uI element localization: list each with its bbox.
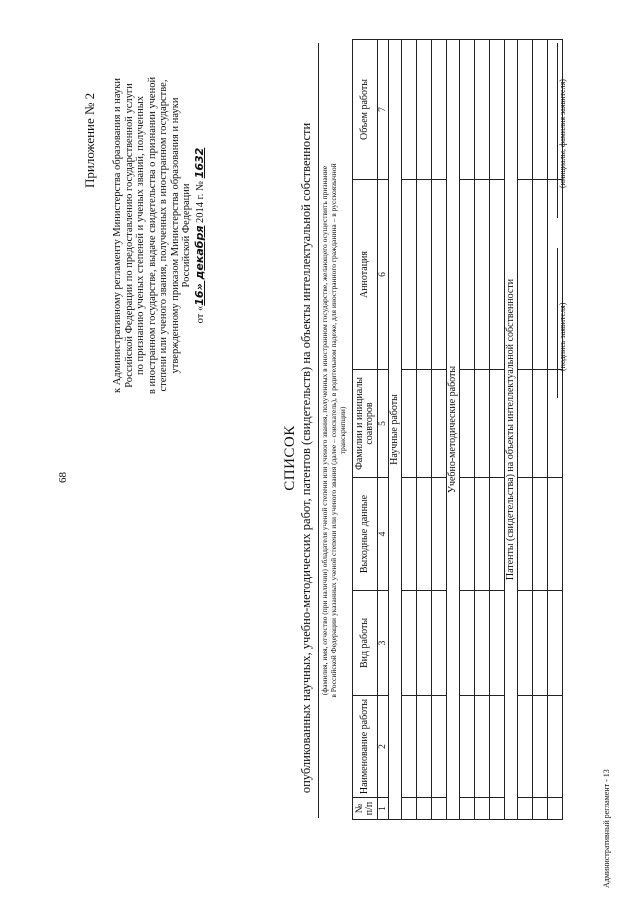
- applicant-name-line: [318, 43, 319, 818]
- table-row: [518, 40, 533, 820]
- table-row: [417, 40, 432, 820]
- table-row: [432, 40, 447, 820]
- table-header-row: [353, 40, 378, 820]
- initials-caption: (инициалы, фамилия заявителя): [558, 79, 567, 188]
- column-header: Аннотация: [353, 180, 378, 370]
- section-row-methodical: Учебно-методические работы: [447, 40, 460, 820]
- order-date-line: от «16» декабря 2014 г. № 1632: [192, 147, 206, 324]
- appendix-label: Приложение № 2: [82, 92, 97, 188]
- applicant-name-caption: (фамилия, имя, отчество (при наличии) обладателя ученой степени или ученого звания, полученных в иностранном государстве, желающего осуществить признание в Российской Федерации указанных ученой степени или ученого звания (далее – соискатель), в родительном падеже, для иностранного гражданина – в русскоязычной транскрипции): [320, 163, 347, 698]
- page-footer: Административный регламент - 13: [602, 769, 611, 888]
- works-table: [352, 39, 563, 820]
- column-header: Объем работы: [353, 40, 378, 180]
- column-header: Наименование работы: [353, 696, 378, 798]
- section-row-patents: Патенты (свидетельства) на объекты интеллектуальной собственности: [505, 40, 518, 820]
- column-numbers-row: 1 2 3 4 5 6 7: [378, 40, 389, 820]
- column-header: Выходные данные: [353, 478, 378, 591]
- reference-line: утвержденному приказом Министерства образования и науки: [169, 97, 181, 374]
- table-row: [490, 40, 505, 820]
- document-title: СПИСОК: [282, 425, 298, 491]
- handwritten-order-number: 1632: [192, 147, 206, 179]
- handwritten-day-month: 16» декабря: [192, 225, 206, 306]
- table-row: [460, 40, 475, 820]
- reference-line: по признанию ученых степеней и ученых званий, полученных: [135, 96, 146, 375]
- reference-line: Российской Федерации: [181, 183, 192, 288]
- reference-line: Российской Федерации по предоставлению государственной услуги: [123, 83, 135, 388]
- column-header: Фамилии и инициалы соавторов: [353, 370, 378, 478]
- table-row: [402, 40, 417, 820]
- column-header: Вид работы: [353, 591, 378, 696]
- reference-line: в иностранном государстве, выдаче свидетельства о признании ученой: [146, 76, 158, 395]
- signature-caption: (подпись заявителя): [558, 302, 567, 371]
- regulation-reference: [112, 38, 206, 433]
- rotated-page-content: [17, 28, 617, 888]
- reference-line: степени или ученого звания, полученных в иностранном государстве,: [158, 79, 169, 392]
- table-row: [533, 40, 548, 820]
- page-number: 68: [57, 472, 69, 483]
- reference-line: к Административному регламенту Министерства образования и науки: [112, 77, 123, 394]
- section-row-scientific: Научные работы: [389, 40, 402, 820]
- column-header: № п/п: [353, 798, 378, 820]
- table-row: [475, 40, 490, 820]
- document-subtitle: опубликованных научных, учебно-методических работ, патентов (свидетельств) на объекты интеллектуальной собственности: [299, 122, 313, 794]
